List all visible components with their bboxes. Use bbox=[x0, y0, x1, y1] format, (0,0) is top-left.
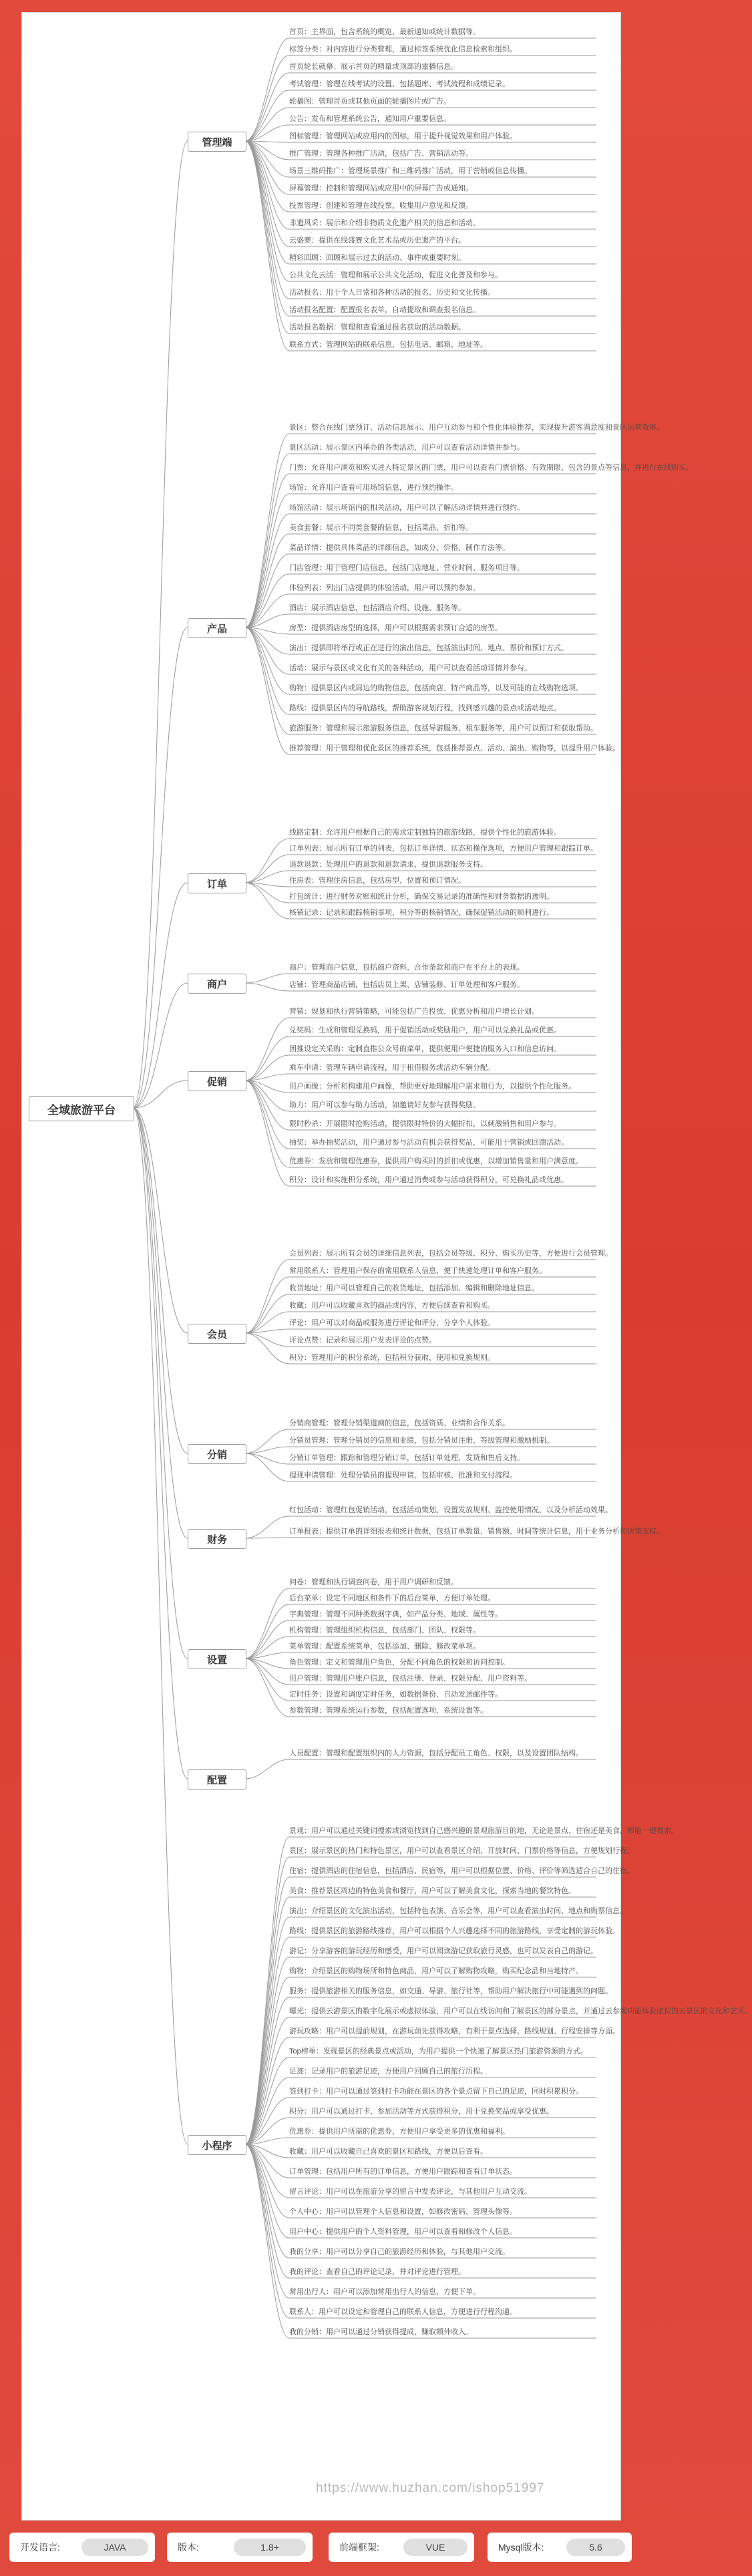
leaf-item bbox=[289, 252, 603, 264]
leaf-text: 评论：用户可以对商品或服务进行评论和评分，分享个人体验。 bbox=[289, 1319, 495, 1327]
leaf-item bbox=[289, 96, 603, 108]
footer-value: 5.6 bbox=[566, 2539, 625, 2556]
leaf-text: 我的分销：用户可以通过分销获得提成，赚取额外收入。 bbox=[289, 2328, 473, 2336]
leaf-item bbox=[289, 2326, 603, 2338]
leaf-text: 问卷：管理和执行调查问卷，用于用户调研和反馈。 bbox=[289, 1578, 458, 1586]
leaf-text: 演出：提供即将举行或正在进行的演出信息，包括演出时间、地点、票价和预订方式。 bbox=[289, 644, 568, 652]
leaf-item bbox=[289, 321, 603, 333]
category-node-member: 会员 bbox=[188, 1324, 246, 1344]
leaf-item bbox=[289, 287, 603, 299]
leaf-item bbox=[289, 2306, 603, 2318]
leaf-text: 精彩回顾：回顾和展示过去的活动、事件或重要时刻。 bbox=[289, 254, 465, 262]
leaf-text: 轮播图：管理首页或其他页面的轮播图片或广告。 bbox=[289, 98, 451, 106]
category-node-mini-program: 小程序 bbox=[188, 2135, 246, 2155]
leaf-text: 店铺：管理商品店铺，包括店员上架、店铺装修、订单处理和客户服务。 bbox=[289, 981, 524, 989]
footer-value: VUE bbox=[403, 2539, 467, 2556]
category-node-promotion: 促销 bbox=[188, 1071, 246, 1091]
leaf-item bbox=[289, 217, 603, 229]
leaf-item bbox=[289, 1845, 634, 1857]
footer-value: 1.8+ bbox=[234, 2539, 306, 2556]
leaf-item bbox=[289, 582, 603, 594]
leaf-item bbox=[289, 442, 603, 454]
leaf-item bbox=[289, 1282, 603, 1294]
leaf-item bbox=[289, 1469, 603, 1481]
leaf-item bbox=[289, 1006, 603, 1018]
leaf-text: 机构管理：管理组织机构信息，包括部门、团队、权限等。 bbox=[289, 1626, 480, 1634]
leaf-text: 考试管理：管理在线考试的设置、包括题库、考试流程和成绩记录。 bbox=[289, 80, 510, 88]
leaf-text: 抽奖：举办抽奖活动，用户通过参与活动有机会获得奖品，可能用于营销或回馈活动。 bbox=[289, 1139, 568, 1147]
leaf-item bbox=[289, 113, 603, 125]
leaf-text: 乘车申请：管理车辆申请流程，用于租借服务或活动车辆分配。 bbox=[289, 1064, 495, 1072]
leaf-item bbox=[289, 1657, 603, 1669]
mind-map bbox=[22, 13, 752, 2520]
leaf-item bbox=[289, 1137, 603, 1149]
leaf-text: 菜品详情：提供具体菜品的详细信息，如成分、价格、制作方法等。 bbox=[289, 544, 510, 552]
category-node-distribution: 分销 bbox=[188, 1444, 246, 1464]
leaf-item bbox=[289, 2166, 603, 2178]
leaf-item bbox=[289, 1043, 603, 1055]
leaf-text: 团推设定关采购：定制直推公众号的菜单，提供便用户便捷的服务入口和信息访问。 bbox=[289, 1045, 561, 1053]
leaf-text: 我的评论：查看自己的评论记录，并对评论进行管理。 bbox=[289, 2268, 465, 2276]
leaf-item bbox=[289, 1265, 603, 1277]
leaf-text: 首页：主界面，包含系统的概览、最新通知或统计数据等。 bbox=[289, 28, 480, 36]
leaf-item bbox=[289, 2226, 603, 2238]
footer-value: JAVA bbox=[81, 2539, 148, 2556]
leaf-item bbox=[289, 269, 603, 281]
leaf-text: 景区：整合在线门票预订、活动信息展示、用户互动参与和个性化体验推荐，实现提升游客满意度和景区运营效率。 bbox=[289, 424, 664, 432]
leaf-item bbox=[289, 522, 603, 534]
leaf-text: 菜单管理：配置系统菜单，包括添加、删除、修改菜单项。 bbox=[289, 1642, 480, 1651]
leaf-text: 签到打卡：用户可以通过签到打卡功能在景区的各个景点留下自己的足迹，同时积累积分。 bbox=[289, 2088, 583, 2096]
leaf-item bbox=[289, 1300, 603, 1312]
leaf-text: 后台菜单：设定不同地区和条件下的后台菜单，方便订单处理。 bbox=[289, 1594, 495, 1602]
leaf-item bbox=[289, 1317, 603, 1329]
leaf-text: 屏幕管理：控制和管理网站或应用中的屏幕广告或通知。 bbox=[289, 184, 473, 192]
leaf-text: 购物：介绍景区的购物场所和特色商品，用户可以了解购物攻略，购买纪念品和当地特产。 bbox=[289, 1967, 583, 1975]
leaf-text: 景观：用户可以通过关键词搜索或浏览找到自己感兴趣的景观旅游目的地，无论是景点、住宿还是美食，都能一键搜索。 bbox=[289, 1827, 679, 1835]
leaf-item bbox=[289, 462, 693, 474]
leaf-item bbox=[289, 1689, 603, 1701]
leaf-text: 活动报名：用于个人日常和各种活动的报名、历史和文化传播。 bbox=[289, 289, 495, 297]
leaf-text: 分销员管理：管理分销员的信息和业绩，包括分销员注册、等级管理和激励机制。 bbox=[289, 1437, 554, 1445]
leaf-item bbox=[289, 642, 603, 654]
leaf-text: 推广管理：管理各种推广活动，包括广告、营销活动等。 bbox=[289, 150, 473, 158]
leaf-text: 参数管理：管理系统运行参数，包括配置选项、系统设置等。 bbox=[289, 1707, 488, 1715]
leaf-text: 常用出行人：用户可以添加常用出行人的信息，方便下单。 bbox=[289, 2288, 480, 2296]
leaf-text: 打包统计：进行财务对账和统计分析，确保交易记录的准确性和财务数据的透明。 bbox=[289, 893, 554, 901]
leaf-text: 人员配置：管理和配置组织内的人力资源，包括分配员工角色、权限，以及设置团队结构。 bbox=[289, 1749, 583, 1757]
leaf-item bbox=[289, 2206, 603, 2218]
leaf-text: 门店管理：用于管理门店信息，包括门店地址、营业时间、服务项目等。 bbox=[289, 564, 524, 572]
leaf-text: 红包活动：管理红包促销活动，包括活动策划、设置发放规则、监控使用情况，以及分析活动效果。 bbox=[289, 1506, 612, 1514]
leaf-item bbox=[289, 422, 664, 434]
leaf-item bbox=[289, 622, 603, 634]
leaf-text: 路线：提供景区的旅游路线推荐，用户可以根据个人兴趣选择不同的旅游路线，享受定制的游玩体验。 bbox=[289, 1927, 620, 1935]
leaf-item bbox=[289, 1248, 612, 1260]
leaf-item bbox=[289, 1526, 664, 1538]
leaf-text: 角色管理：定义和管理用户角色，分配不同角色的权限和访问控制。 bbox=[289, 1659, 510, 1667]
leaf-text: 美食：推荐景区周边的特色美食和餐厅，用户可以了解美食文化，探索当地的餐饮特色。 bbox=[289, 1887, 576, 1895]
leaf-text: 定时任务：设置和调度定时任务，如数据备份、自动发送邮件等。 bbox=[289, 1691, 502, 1699]
leaf-text: 收藏：用户可以收藏喜欢的商品或内容，方便后续查看和购买。 bbox=[289, 1302, 495, 1310]
leaf-text: 购物：提供景区内或周边的购物信息，包括商店、特产商品等，以及可能的在线购物选项。 bbox=[289, 684, 583, 692]
leaf-text: 酒店：展示酒店信息，包括酒店介绍、设施、服务等。 bbox=[289, 604, 465, 612]
category-node-settings: 设置 bbox=[188, 1649, 246, 1669]
leaf-item bbox=[289, 1024, 603, 1036]
leaf-item bbox=[289, 2045, 603, 2057]
leaf-item bbox=[289, 859, 603, 871]
leaf-item bbox=[289, 1435, 603, 1447]
leaf-item bbox=[289, 78, 603, 90]
category-node-product: 产品 bbox=[188, 618, 246, 638]
leaf-item bbox=[289, 1945, 603, 1957]
leaf-text: 商户：管理商户信息，包括商户资料、合作条款和商户在平台上的表现。 bbox=[289, 964, 524, 972]
leaf-text: 收货地址：用户可以管理自己的收货地址，包括添加、编辑和删除地址信息。 bbox=[289, 1284, 539, 1292]
leaf-item bbox=[289, 482, 603, 494]
leaf-item bbox=[289, 2025, 620, 2037]
leaf-text: 公告：发布和管理系统公告，通知用户重要信息。 bbox=[289, 115, 451, 123]
leaf-text: 评论点赞：记录和展示用户发表评论的点赞。 bbox=[289, 1336, 436, 1344]
leaf-item bbox=[289, 662, 603, 674]
leaf-item bbox=[289, 2106, 603, 2118]
leaf-text: 用户管理：管理用户账户信息，包括注册、登录、权限分配、用户资料等。 bbox=[289, 1675, 532, 1683]
leaf-item bbox=[289, 1118, 603, 1130]
leaf-text: 活动报名数据：管理和查看通过报名获取的活动数据。 bbox=[289, 323, 465, 331]
leaf-item bbox=[289, 1504, 612, 1516]
leaf-item bbox=[289, 2005, 752, 2017]
leaf-item bbox=[289, 1624, 603, 1636]
footer-key: 版本: bbox=[178, 2542, 199, 2553]
leaf-text: 活动报名配置：配置报名表单，自动提取和调查报名信息。 bbox=[289, 306, 480, 314]
leaf-item bbox=[289, 1576, 603, 1588]
footer-key: 开发语言: bbox=[20, 2542, 60, 2553]
leaf-item bbox=[289, 43, 603, 55]
leaf-item bbox=[289, 148, 603, 160]
leaf-item bbox=[289, 562, 603, 574]
leaf-item bbox=[289, 2146, 603, 2158]
leaf-text: 演出：介绍景区的文化演出活动，包括特色表演、音乐会等，用户可以查看演出时间、地点和购票信息。 bbox=[289, 1907, 627, 1915]
leaf-item bbox=[289, 1985, 612, 1997]
leaf-item bbox=[289, 891, 603, 903]
leaf-text: 云盛赛：提供在线盛赛文化艺术品或历史遗产的平台。 bbox=[289, 237, 465, 245]
leaf-text: 用户画像：分析和构建用户画像，帮助更好地理解用户需求和行为，以提供个性化服务。 bbox=[289, 1083, 576, 1091]
leaf-text: 订单列表：展示所有订单的列表，包括订单详情、状态和操作选项，方便用户管理和跟踪订单。 bbox=[289, 845, 598, 853]
leaf-text: 我的分享：用户可以分享自己的旅游经历和体验，与其他用户交流。 bbox=[289, 2248, 510, 2256]
footer-item-mysql bbox=[488, 2533, 632, 2562]
leaf-item bbox=[289, 1155, 603, 1167]
category-node-finance: 财务 bbox=[188, 1529, 246, 1549]
category-node-merchant: 商户 bbox=[188, 974, 246, 994]
leaf-text: 分销订单管理：跟踪和管理分销订单，包括订单处理、发货和售后支持。 bbox=[289, 1454, 524, 1462]
leaf-item bbox=[289, 1673, 603, 1685]
leaf-text: 优惠券：发放和管理优惠券，提供用户购买时的折扣或优惠，以增加销售量和用户满意度。 bbox=[289, 1157, 583, 1165]
leaf-text: 联系人：用户可以设定和管理自己的联系人信息，方便进行行程沟通。 bbox=[289, 2308, 517, 2316]
leaf-text: 兑奖码：生成和管理兑换码，用于促销活动或奖励用户，用户可以兑换礼品或优惠。 bbox=[289, 1026, 561, 1034]
leaf-text: 优惠券：提供用户所需的优惠券，方便用户享受更多的优惠和福利。 bbox=[289, 2128, 510, 2136]
leaf-text: 标签分类：对内容进行分类管理，通过标签系统优化信息检索和组织。 bbox=[289, 45, 517, 53]
leaf-item bbox=[289, 1417, 603, 1429]
leaf-text: 积分：设计和实施积分系统，用户通过消费或参与活动获得积分，可兑换礼品或优惠。 bbox=[289, 1176, 568, 1184]
leaf-text: 字典管理：管理不同种类数据字典，如产品分类、地域、属性等。 bbox=[289, 1610, 502, 1618]
leaf-text: 场馆：允许用户查看可用场馆信息，进行预约操作。 bbox=[289, 484, 458, 492]
leaf-text: 旅游服务：管理和展示旅游服务信息，包括导游服务、租车服务等，用户可以预订和获取帮助。 bbox=[289, 724, 598, 732]
leaf-text: 推荐管理：用于管理和优化景区的推荐系统，包括推荐景点、活动、演出、购物等，以提升用户体验。 bbox=[289, 744, 620, 752]
leaf-item bbox=[289, 827, 603, 839]
leaf-item bbox=[289, 1099, 603, 1111]
leaf-item bbox=[289, 1925, 620, 1937]
leaf-item bbox=[289, 843, 603, 855]
leaf-text: 体验列表：列出门店提供的体验活动，用户可以预约参加。 bbox=[289, 584, 480, 592]
category-node-management: 管理端 bbox=[188, 132, 246, 152]
leaf-text: 提现申请管理：处理分销员的提现申请，包括审核、批准和支付流程。 bbox=[289, 1471, 517, 1479]
leaf-text: 足迹：记录用户的旅游足迹，方便用户回顾自己的旅行历程。 bbox=[289, 2067, 488, 2076]
category-node-config: 配置 bbox=[188, 1769, 246, 1790]
watermark: https://www.huzhan.com/ishop51997 bbox=[316, 2481, 545, 2495]
leaf-item bbox=[289, 1062, 603, 1074]
root-node: 全域旅游平台 bbox=[29, 1096, 134, 1121]
footer-item-language bbox=[9, 2533, 155, 2562]
leaf-item bbox=[289, 1334, 603, 1346]
leaf-item bbox=[289, 2086, 603, 2098]
leaf-item bbox=[289, 702, 603, 714]
leaf-item bbox=[289, 1174, 603, 1186]
mind-map-board bbox=[21, 12, 752, 2521]
leaf-text: 核销记录：记录和跟踪核销事项，积分等的核销情况，确保促销活动的顺利进行。 bbox=[289, 909, 554, 917]
leaf-text: 服务：提供旅游相关的服务信息，如交通、导游、旅行社等，帮助用户解决旅行中可能遇到的问题。 bbox=[289, 1987, 612, 1995]
leaf-text: 游玩攻略：用户可以提前规划，在游玩前先获得攻略，有利于景点选择、路线规划、行程安排等方面。 bbox=[289, 2027, 620, 2035]
leaf-item bbox=[289, 1640, 603, 1653]
leaf-item bbox=[289, 235, 603, 247]
leaf-item bbox=[289, 130, 603, 142]
leaf-text: 收藏：用户可以收藏自己喜欢的景区和路线，方便以后查看。 bbox=[289, 2148, 488, 2156]
leaf-item bbox=[289, 742, 620, 754]
leaf-text: 营销：规划和执行营销策略，可能包括广告投放、优惠分析和用户增长计划。 bbox=[289, 1008, 539, 1016]
leaf-item bbox=[289, 1592, 603, 1604]
leaf-item bbox=[289, 2286, 603, 2298]
category-node-order: 订单 bbox=[188, 873, 246, 893]
leaf-text: 用户中心：提供用户的个人资料管理，用户可以查看和修改个人信息。 bbox=[289, 2228, 517, 2236]
leaf-text: 曝光：提供云游景区的数字化展示或虚拟体验，用户可以在线访问和了解景区的部分景点，并通过云参观功能体验虚拟的云景区的文化和艺术。 bbox=[289, 2007, 752, 2015]
leaf-text: 留言评论：用户可以在旅游分享的留言中发表评论，与其他用户互动交流。 bbox=[289, 2188, 532, 2196]
footer-key: 前端框架: bbox=[339, 2542, 379, 2553]
leaf-text: 分销商管理：管理分销渠道商的信息，包括资质、业绩和合作关系。 bbox=[289, 1419, 510, 1427]
leaf-text: 住宿：提供酒店的住宿信息，包括酒店、民宿等，用户可以根据位置、价格、评价等筛选适合自己的住宿。 bbox=[289, 1867, 634, 1875]
leaf-item bbox=[289, 1608, 603, 1620]
leaf-text: 美食套餐：展示不同类套餐的信息，包括菜品、折扣等。 bbox=[289, 524, 473, 532]
leaf-item bbox=[289, 2246, 603, 2258]
leaf-item bbox=[289, 2065, 603, 2078]
leaf-text: 首页轮长就幕：展示首页的精量或顶部的重播信息。 bbox=[289, 63, 458, 71]
leaf-item bbox=[289, 339, 603, 351]
leaf-item bbox=[289, 502, 603, 514]
footer-key: Mysql版本: bbox=[498, 2542, 544, 2553]
leaf-item bbox=[289, 182, 603, 194]
leaf-text: 投票管理：创建和管理在线投票，收集用户意见和反馈。 bbox=[289, 202, 473, 210]
leaf-item bbox=[289, 962, 603, 974]
leaf-text: 会员列表：展示所有会员的详细信息列表，包括会员等级、积分、购买历史等，方便进行会员管理。 bbox=[289, 1250, 612, 1258]
leaf-text: 游记：分享游客的游玩经历和感受，用户可以阅读游记获取旅行灵感，也可以发表自己的游记。 bbox=[289, 1947, 598, 1955]
footer-bar bbox=[0, 2527, 641, 2567]
leaf-text: 线路定制：允许用户根据自己的需求定制独特的旅游线路，提供个性化的旅游体验。 bbox=[289, 829, 561, 837]
leaf-item bbox=[289, 979, 603, 991]
leaf-item bbox=[289, 165, 603, 177]
leaf-text: 常用联系人：管理用户保存的常用联系人信息，便于快速处理订单和客户服务。 bbox=[289, 1267, 546, 1275]
leaf-text: Top榜单：发现景区的经典景点或活动，为用户提供一个快速了解景区热门旅游资源的方式。 bbox=[289, 2047, 588, 2055]
leaf-item bbox=[289, 1747, 603, 1759]
leaf-item bbox=[289, 2126, 603, 2138]
leaf-text: 房型：提供酒店房型的选择，用户可以根据需求预订合适的房型。 bbox=[289, 624, 502, 632]
leaf-item bbox=[289, 682, 603, 694]
leaf-item bbox=[289, 1885, 603, 1897]
leaf-item bbox=[289, 304, 603, 316]
leaf-item bbox=[289, 542, 603, 554]
leaf-text: 景区：展示景区的热门和特色景区，用户可以查看景区介绍、开放时间、门票价格等信息，方便规划行程。 bbox=[289, 1847, 634, 1855]
leaf-item bbox=[289, 1825, 679, 1837]
leaf-text: 积分：管理用户的积分系统，包括积分获取、使用和兑换规则。 bbox=[289, 1354, 495, 1362]
footer-item-frontend bbox=[329, 2533, 474, 2562]
leaf-item bbox=[289, 722, 603, 734]
leaf-text: 门票：允许用户浏览和购买进入特定景区的门票，用户可以查看门票价格、有效期限、包含的景点等信息，并进行在线购买。 bbox=[289, 464, 693, 472]
leaf-item bbox=[289, 907, 603, 919]
leaf-text: 住房表：管理住房信息，包括房型、位置和预订情况。 bbox=[289, 877, 465, 885]
leaf-text: 订单报表：提供订单的详细报表和统计数据，包括订单数量、销售额、时间等统计信息，用于业务分析和决策支持。 bbox=[289, 1528, 664, 1536]
leaf-item bbox=[289, 1452, 603, 1464]
leaf-item bbox=[289, 1081, 603, 1093]
leaf-item bbox=[289, 200, 603, 212]
leaf-item bbox=[289, 2186, 603, 2198]
leaf-text: 场景三维码推广：管理场景推广和三维码推广活动，用于营销或信息传播。 bbox=[289, 167, 532, 175]
leaf-text: 场馆活动：展示场馆内的相关活动，用户可以了解活动详情并进行预约。 bbox=[289, 504, 524, 512]
leaf-item bbox=[289, 26, 603, 38]
leaf-text: 景区活动：展示景区内举办的各类活动，用户可以查看活动详情并参与。 bbox=[289, 444, 524, 452]
leaf-text: 限时秒杀：开展限时抢购活动，提供限时特价的大幅折扣，以刺激销售和用户参与。 bbox=[289, 1120, 561, 1128]
leaf-text: 图标管理：管理网站或应用内的图标，用于提升视觉效果和用户体验。 bbox=[289, 132, 517, 140]
leaf-item bbox=[289, 1965, 603, 1977]
leaf-item bbox=[289, 602, 603, 614]
leaf-text: 个人中心：用户可以管理个人信息和设置，如修改密码、管理头像等。 bbox=[289, 2208, 517, 2216]
leaf-item bbox=[289, 1705, 603, 1717]
leaf-text: 订单管理：包括用户所有的订单信息，方便用户跟踪和查看订单状态。 bbox=[289, 2168, 517, 2176]
leaf-text: 积分：用户可以通过打卡、参加活动等方式获得积分，用于兑换奖品或享受优惠。 bbox=[289, 2108, 554, 2116]
leaf-text: 非遗风采：展示和介绍非物质文化遗产相关的信息和活动。 bbox=[289, 219, 480, 227]
leaf-item bbox=[289, 61, 603, 73]
leaf-item bbox=[289, 1865, 634, 1877]
leaf-text: 活动：展示与景区或文化有关的各种活动，用户可以查看活动详情并参与。 bbox=[289, 664, 532, 672]
leaf-item bbox=[289, 1352, 603, 1364]
leaf-item bbox=[289, 2266, 603, 2278]
leaf-text: 联系方式：管理网站的联系信息，包括电话、邮箱、地址等。 bbox=[289, 341, 488, 349]
leaf-item bbox=[289, 1905, 627, 1917]
leaf-item bbox=[289, 875, 603, 887]
leaf-text: 公共文化云活：管理和展示公共文化活动，促进文化普及和参与。 bbox=[289, 271, 502, 279]
leaf-text: 退款退款：处理用户的退款和退款请求，提供退款服务支持。 bbox=[289, 861, 488, 869]
footer-item-version bbox=[167, 2533, 313, 2562]
leaf-text: 路线：提供景区内的导航路线，帮助游客规划行程，找到感兴趣的景点或活动地点。 bbox=[289, 704, 561, 712]
leaf-text: 助力：用户可以参与助力活动，如邀请好友参与获得奖励。 bbox=[289, 1101, 480, 1109]
